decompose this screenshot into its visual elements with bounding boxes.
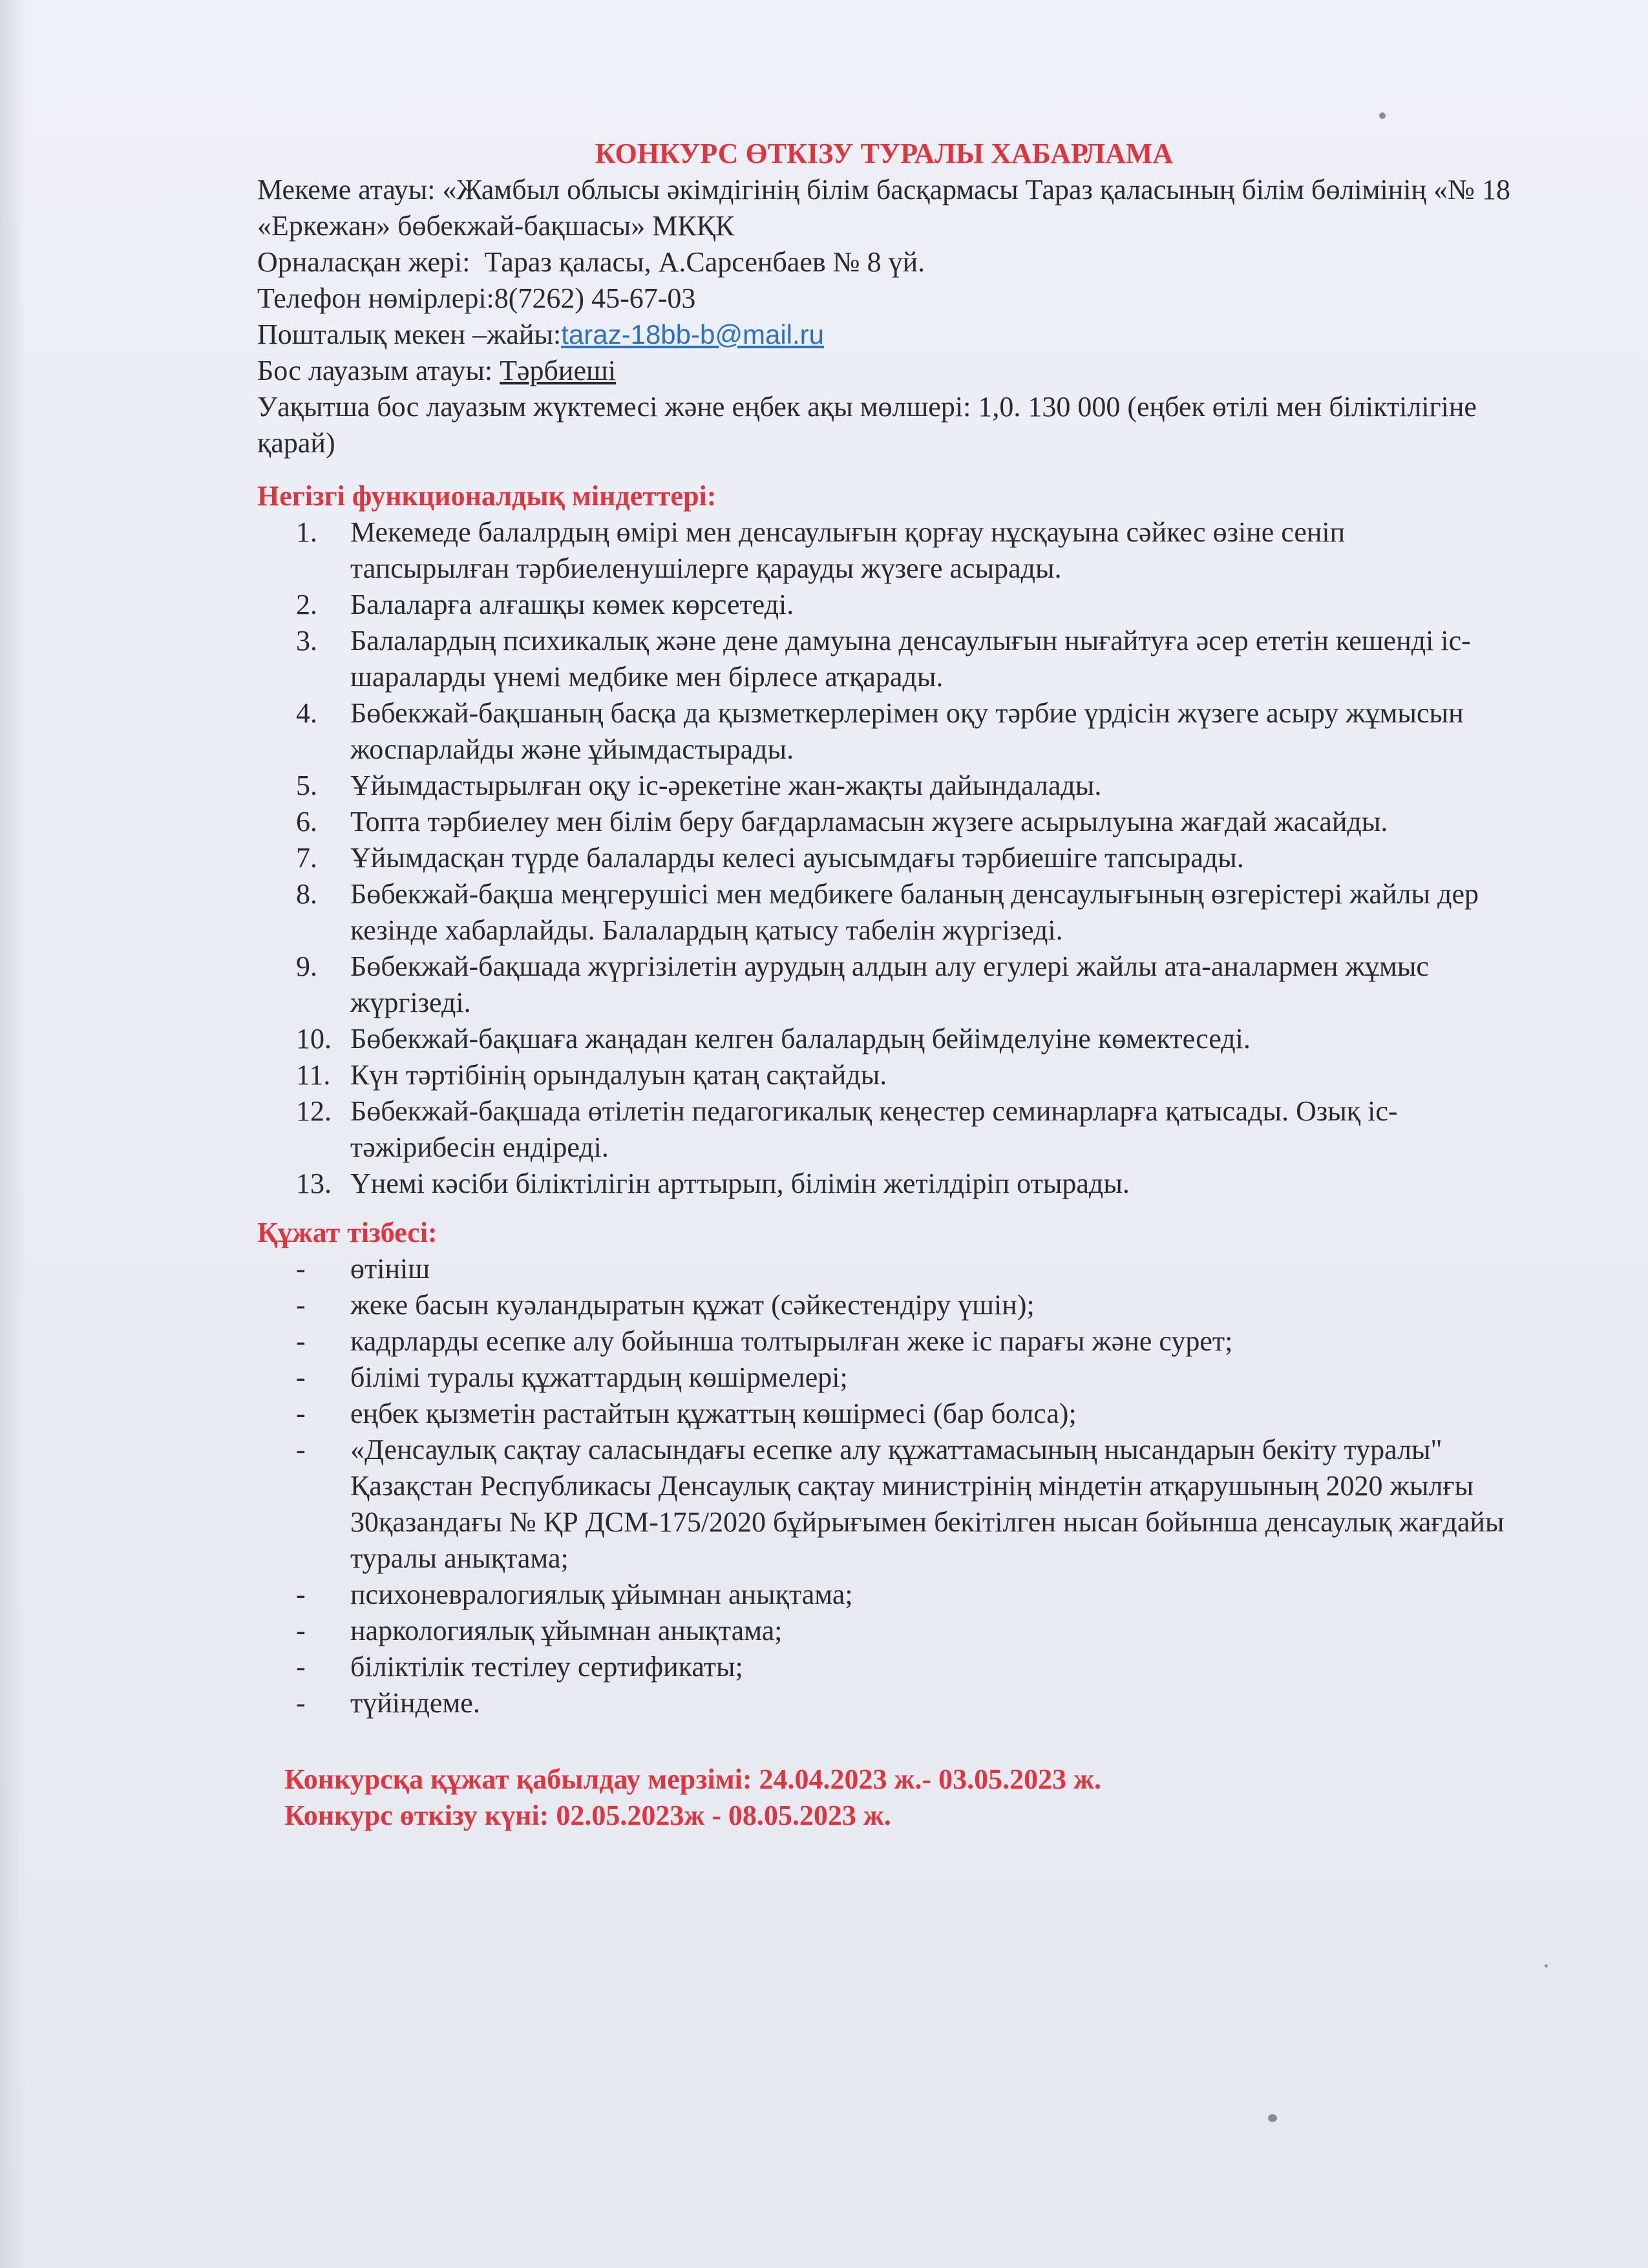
location-line (257, 244, 1511, 280)
email-link[interactable]: taraz-18bb-b@mail.ru (561, 319, 825, 350)
document-text: «Денсаулық сақтау саласындағы есепке алу құжаттамасының нысандарын бекіту туралы" Қазақстан Республикасы Денсаулық сақтау министрінің міндетін атқарушының 2020 жылғы 30қазандағы № ҚР ДСМ-175/2020 бұйрығымен бекітілген нысан бойынша денсаулық жағдайы туралы анықтама; (350, 1434, 1505, 1574)
document-text: түйіндеме. (350, 1687, 480, 1719)
email-line (257, 317, 1511, 353)
duties-heading: Негізгі функционалдық міндеттері: (257, 480, 717, 512)
location-label: Орналасқан жері: (257, 246, 470, 278)
duty-item (257, 587, 1511, 623)
duty-item (257, 1166, 1511, 1202)
document-item (257, 1685, 1511, 1721)
phone-label: Телефон нөмірлері: (257, 282, 494, 314)
duty-number: 11. (296, 1059, 331, 1091)
document-item (257, 1360, 1511, 1396)
bullet-dash: - (296, 1615, 306, 1646)
documents-list (257, 1251, 1511, 1721)
duty-item (257, 804, 1511, 840)
duty-number: 3. (296, 625, 317, 656)
documents-heading: Құжат тізбесі: (257, 1217, 438, 1248)
location-value: Тараз қаласы, А.Сарсенбаев № 8 үй. (470, 246, 925, 278)
salary-line: Уақытша бос лауазым жүктемесі және еңбек ақы мөлшері: 1,0. 130 000 (еңбек өтілі мен біліктілігіне қарай) (257, 391, 1477, 459)
duty-text: Бөбекжай-бақшада өтілетін педагогикалық кеңестер семинарларға қатысады. Озық іс-тәжірибесін ендіреді. (350, 1095, 1398, 1163)
duty-text: Ұйымдастырылған оқу іс-әрекетіне жан-жақты дайындалады. (350, 770, 1102, 801)
duty-item (257, 514, 1511, 587)
document-text: білімі туралы құжаттардың көшірмелері; (350, 1361, 848, 1393)
announcement-title: КОНКУРС ӨТКІЗУ ТУРАЛЫ ХАБАРЛАМА (595, 138, 1174, 169)
announcement-body (257, 136, 1511, 1834)
document-item (257, 1251, 1511, 1287)
bullet-dash: - (296, 1434, 306, 1465)
document-item (257, 1287, 1511, 1323)
duty-item (257, 1021, 1511, 1057)
duty-number: 8. (296, 878, 317, 910)
duty-text: Бөбекжай-бақшаға жаңадан келген балалардың бейімделуіне көмектеседі. (350, 1023, 1251, 1055)
phone-value: 8(7262) 45-67-03 (494, 282, 696, 314)
duty-text: Күн тәртібінің орындалуын қатаң сақтайды. (350, 1059, 887, 1091)
organization-name: «Жамбыл облысы әкімдігінің білім басқармасы Тараз қаласының білім бөлімінің «№ 18 «Еркежан» бөбекжай-бақшасы» МКҚК (257, 174, 1510, 242)
organization-label: Мекеме атауы: (257, 174, 436, 205)
bullet-dash: - (296, 1361, 306, 1393)
duty-item (257, 623, 1511, 695)
email-label: Пошталық мекен –жайы: (257, 319, 562, 350)
bullet-dash: - (296, 1253, 306, 1285)
duty-number: 5. (296, 770, 317, 801)
document-item (257, 1432, 1511, 1577)
position-line (257, 353, 1511, 389)
document-text: кадрларды есепке алу бойынша толтырылған жеке іс парағы және сурет; (350, 1325, 1233, 1357)
document-text: еңбек қызметін растайтын құжаттың көшірмесі (бар болса); (350, 1398, 1077, 1429)
document-item (257, 1323, 1511, 1360)
duty-number: 6. (296, 806, 317, 837)
duty-number: 2. (296, 589, 317, 620)
duty-item (257, 876, 1511, 949)
duty-item (257, 695, 1511, 768)
document-item (257, 1649, 1511, 1685)
duty-item (257, 768, 1511, 804)
bullet-dash: - (296, 1289, 306, 1321)
duty-number: 4. (296, 697, 317, 729)
duty-text: Бөбекжай-бақшаның басқа да қызметкерлерімен оқу тәрбие үрдісін жүзеге асыру жұмысын жоспарлайды және ұйымдастырады. (350, 697, 1464, 765)
duty-text: Бөбекжай-бақшада жүргізілетін аурудың алдын алу егулері жайлы ата-аналармен жұмыс жүргізеді. (350, 950, 1429, 1018)
duty-item (257, 1093, 1511, 1166)
documents-deadline: Конкурсқа құжат қабылдау мерзімі: 24.04.2023 ж.- 03.05.2023 ж. (284, 1763, 1102, 1795)
document-item (257, 1577, 1511, 1613)
scan-speck (1545, 1964, 1548, 1968)
duty-text: Ұйымдасқан түрде балаларды келесі ауысымдағы тәрбиешіге тапсырады. (350, 842, 1244, 874)
duty-number: 7. (296, 842, 317, 874)
phone-line (257, 280, 1511, 317)
bullet-dash: - (296, 1579, 306, 1610)
duty-text: Үнемі кәсіби біліктілігін арттырып, білімін жетілдіріп отырады. (350, 1168, 1130, 1199)
position-label: Бос лауазым атауы: (257, 355, 500, 386)
bullet-dash: - (296, 1325, 306, 1357)
position-value: Тәрбиеші (500, 355, 617, 386)
duty-number: 13. (296, 1168, 332, 1199)
duty-number: 9. (296, 950, 317, 982)
scan-speck (1268, 2114, 1277, 2122)
duty-item (257, 949, 1511, 1021)
organization-line (257, 172, 1511, 244)
document-text: жеке басын куәландыратын құжат (сәйкестендіру үшін); (350, 1289, 1035, 1321)
duty-text: Бөбекжай-бақша меңгерушісі мен медбикеге баланың денсаулығының өзгерістері жайлы дер кезінде хабарлайды. Балалардың қатысу табелін жүргізеді. (350, 878, 1479, 946)
duty-text: Балалардың психикалық және дене дамуына денсаулығын нығайтуға әсер ететін кешенді іс-шараларды үнемі медбике мен бірлесе атқарады. (350, 625, 1471, 693)
document-text: психоневралогиялық ұйымнан анықтама; (350, 1579, 853, 1610)
duty-text: Топта тәрбиелеу мен білім беру бағдарламасын жүзеге асырылуына жағдай жасайды. (350, 806, 1388, 837)
duty-number: 10. (296, 1023, 332, 1055)
scan-edge-shadow (0, 0, 26, 2268)
duty-item (257, 1057, 1511, 1093)
document-text: өтініш (350, 1253, 430, 1285)
duty-number: 12. (296, 1095, 332, 1127)
deadlines-block (257, 1761, 1511, 1834)
scan-speck (1379, 112, 1386, 119)
duty-item (257, 840, 1511, 876)
duty-text: Балаларға алғашқы көмек көрсетеді. (350, 589, 794, 620)
bullet-dash: - (296, 1398, 306, 1429)
document-text: наркологиялық ұйымнан анықтама; (350, 1615, 783, 1646)
document-text: біліктілік тестілеу сертификаты; (350, 1651, 743, 1683)
duty-number: 1. (296, 516, 317, 548)
bullet-dash: - (296, 1651, 306, 1683)
bullet-dash: - (296, 1687, 306, 1719)
duty-text: Мекемеде балалрдың өмірі мен денсаулығын қорғау нұсқауына сәйкес өзіне сеніп тапсырылған тәрбиеленушілерге қарауды жүзеге асырады. (350, 516, 1346, 584)
document-item (257, 1396, 1511, 1432)
contest-dates: Конкурс өткізу күні: 02.05.2023ж - 08.05.2023 ж. (284, 1800, 891, 1831)
document-item (257, 1613, 1511, 1649)
duties-list (257, 514, 1511, 1202)
